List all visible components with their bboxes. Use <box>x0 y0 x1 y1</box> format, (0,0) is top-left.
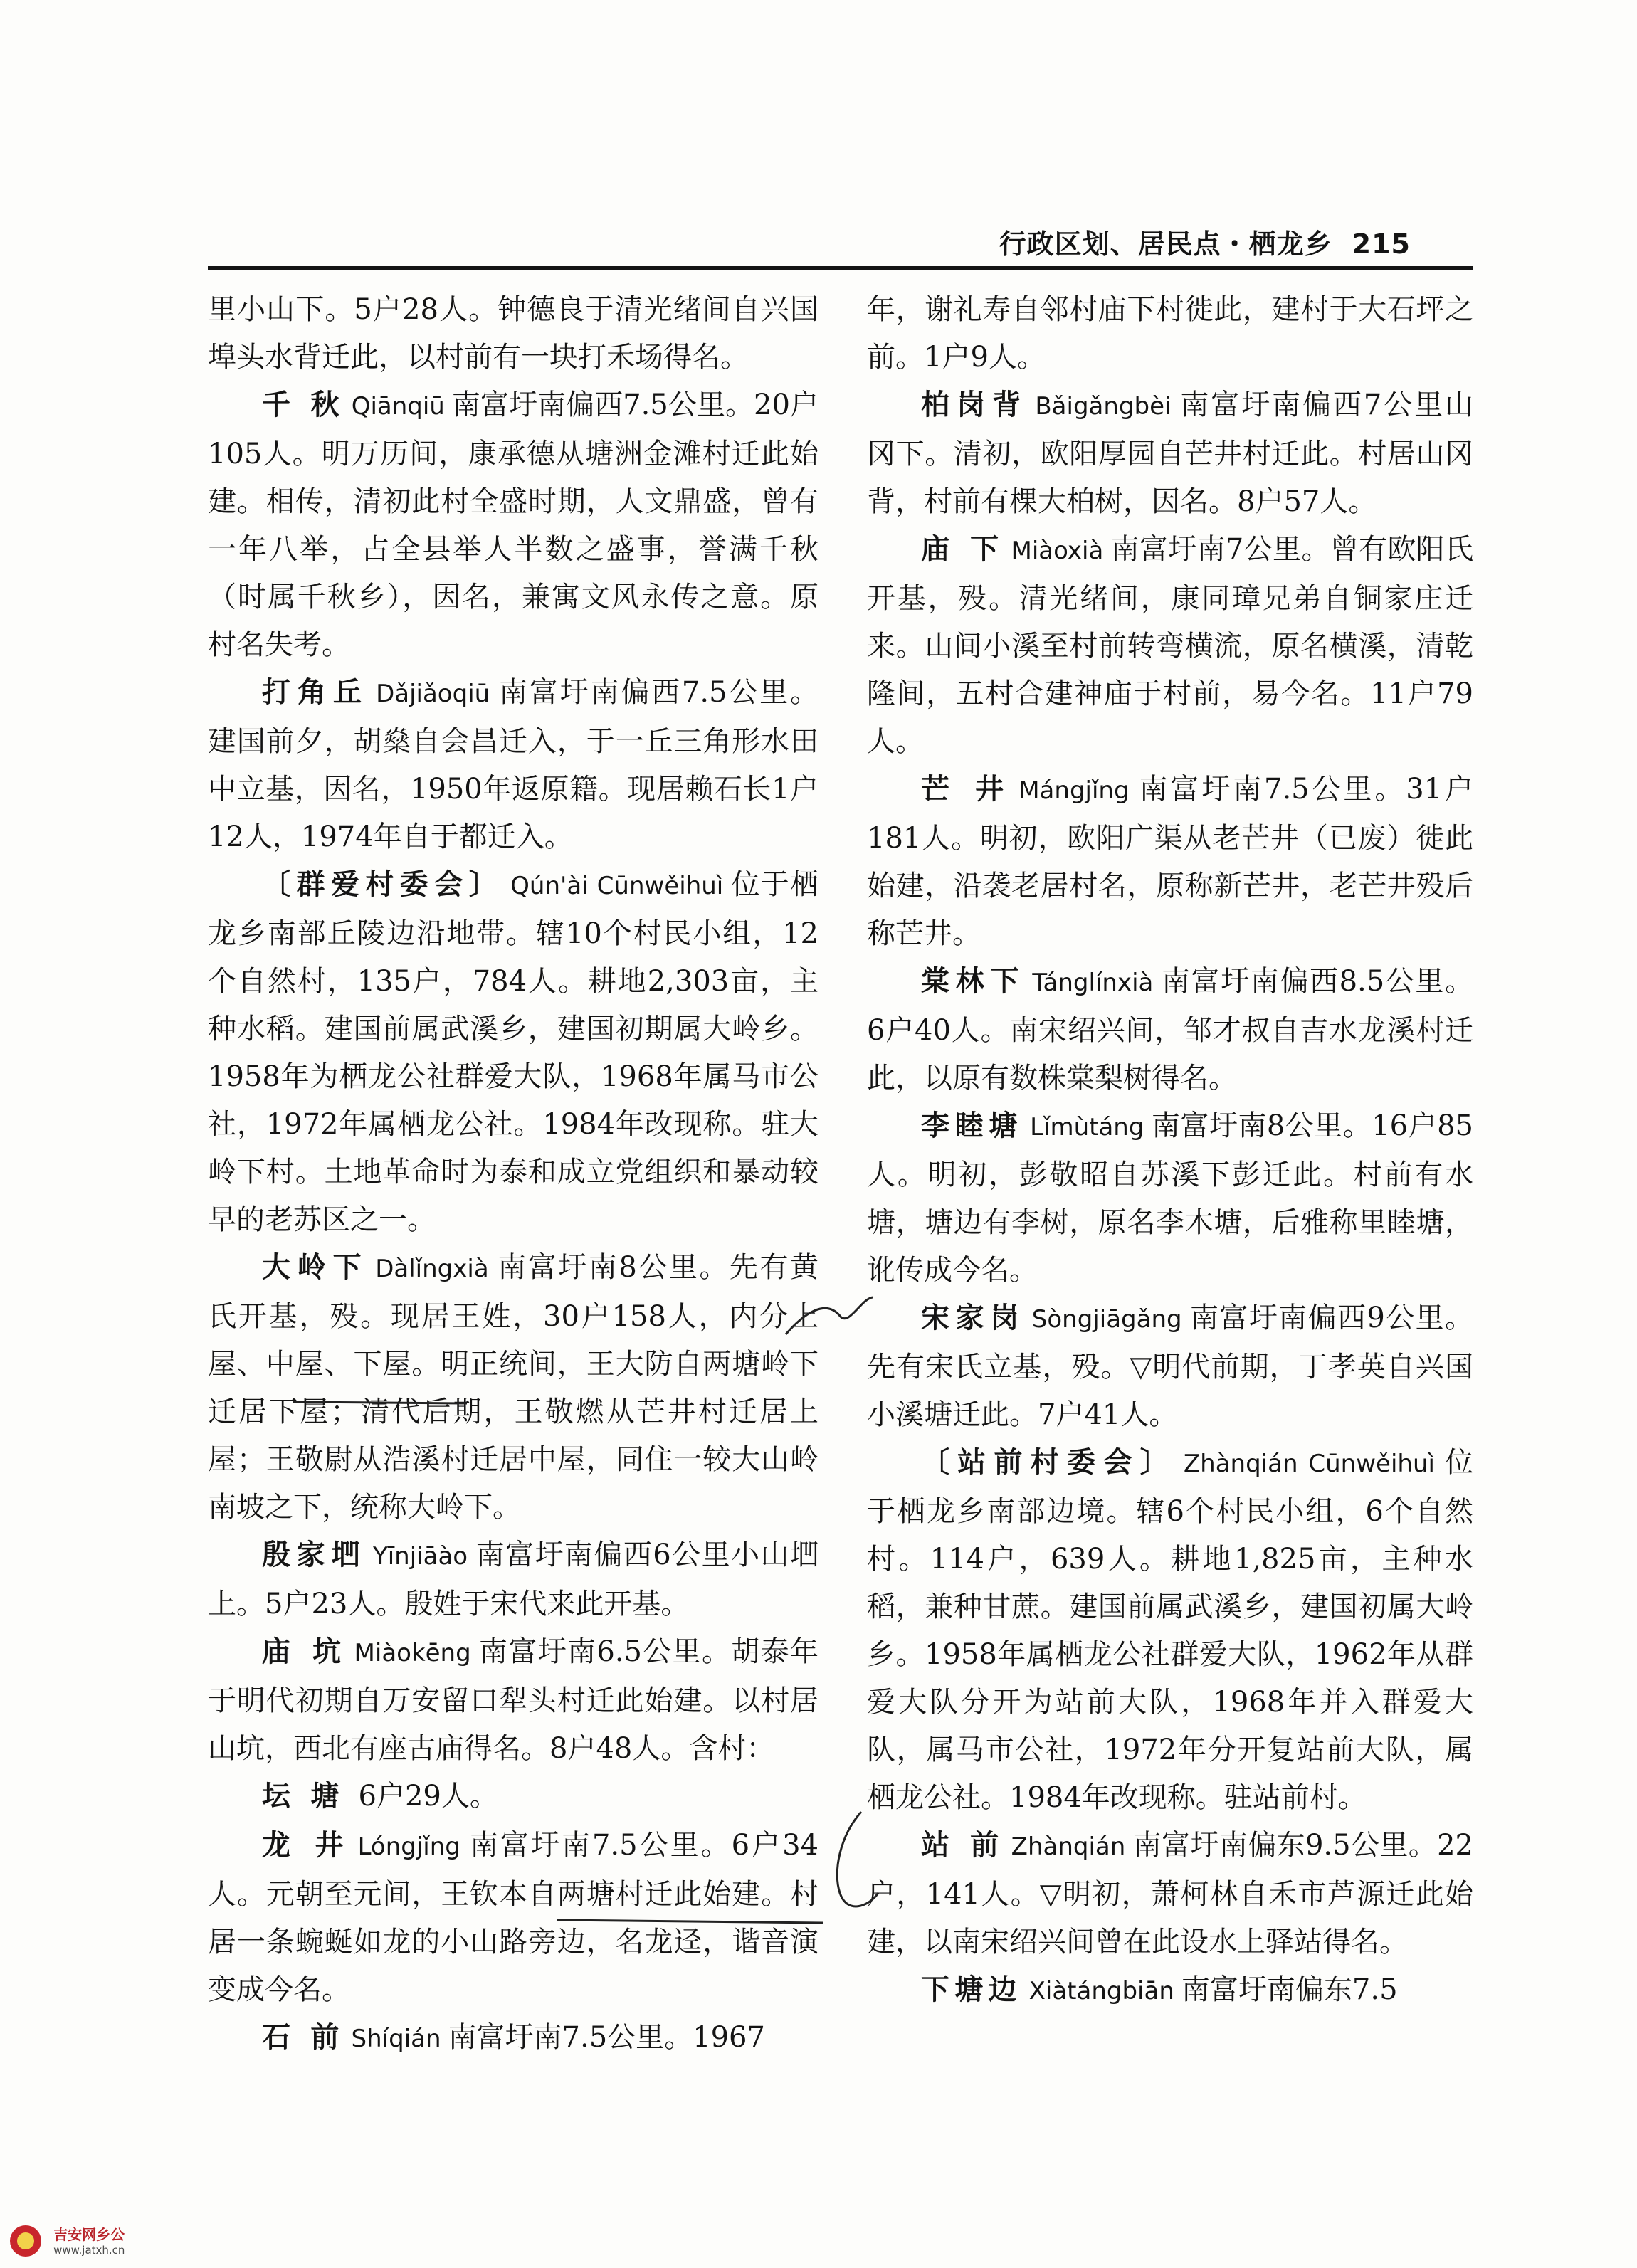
entry-text: 里小山下。5户28人。钟德良于清光绪间自兴国埠头水背迁此，以村前有一块打禾场得名。 <box>208 293 818 374</box>
entry-headword: 大岭下 <box>262 1251 369 1284</box>
place-entry <box>208 381 818 669</box>
entry-headword: 石 前 <box>262 2021 344 2054</box>
entry-pinyin: Yīnjiāào <box>372 1542 468 1571</box>
entry-text: 南富圩南偏西7公里山冈下。清初，欧阳厚园自芒井村迁此。村居山冈背，村前有棵大柏树，因名。8户57人。 <box>867 389 1474 518</box>
entry-pinyin: Sòngjiāgǎng <box>1031 1305 1182 1334</box>
place-entry <box>208 2014 818 2063</box>
left-text-column <box>208 286 818 2063</box>
page-number: 215 <box>1352 228 1411 260</box>
header-rule <box>208 266 1473 270</box>
place-entry <box>208 861 818 1244</box>
running-head-title: 行政区划、居民点・栖龙乡 <box>999 228 1332 260</box>
entry-headword: 打角丘 <box>262 676 369 709</box>
entry-text: 南富圩南偏西6公里小山垇上。5户23人。殷姓于宋代来此开基。 <box>208 1539 818 1620</box>
watermark-url: www.jatxh.cn <box>53 2243 125 2257</box>
entry-pinyin: Qiānqiū <box>351 392 445 421</box>
place-entry <box>208 1822 818 2014</box>
entry-text: 南富圩南6.5公里。胡泰年于明代初期自万安留口犁头村迁此始建。以村居山坑，西北有座古庙得名。8户48人。含村： <box>208 1635 818 1765</box>
entry-pinyin: Miàoxià <box>1011 537 1104 565</box>
place-entry <box>208 1244 818 1531</box>
right-text-column <box>867 286 1473 2015</box>
entry-text: 南富圩南7公里。曾有欧阳氏开基，殁。清光绪间，康同璋兄弟自铜家庄迁来。山间小溪至村前转弯横流，原名横溪，清乾隆间，五村合建神庙于村前，易今名。11户79人。 <box>867 533 1473 758</box>
place-entry <box>208 669 818 861</box>
entry-pinyin: Zhànqián <box>1011 1832 1126 1861</box>
entry-pinyin: Xiàtángbiān <box>1028 1977 1174 2005</box>
continued-text <box>208 286 818 381</box>
entry-text: 南富圩南偏西7.5公里。建国前夕，胡燊自会昌迁入，于一丘三角形水田中立基，因名，1950年返原籍。现居赖石长1户12人，1974年自于都迁入。 <box>208 676 818 853</box>
place-entry <box>208 1531 818 1628</box>
entry-text: 南富圩南偏西7.5公里。20户105人。明万历间，康承德从塘洲金滩村迁此始建。相传，清初此村全盛时期，人文鼎盛，曾有一年八举，占全县举人半数之盛事，誉满千秋（时属千秋乡），因名，兼寓文风永传之意。原村名失考。 <box>208 389 818 661</box>
entry-headword: 庙 坑 <box>262 1635 347 1668</box>
entry-pinyin: Lóngjǐng <box>357 1832 460 1861</box>
place-entry <box>867 1822 1473 1966</box>
place-entry <box>867 1102 1473 1294</box>
entry-pinyin: Bǎigǎngbèi <box>1035 392 1172 421</box>
entry-pinyin: Mángjǐng <box>1018 776 1130 805</box>
place-entry <box>867 958 1473 1102</box>
entry-text: 位于栖龙乡南部丘陵边沿地带。辖10个村民小组，12个自然村，135户，784人。耕地2,303亩，主种水稻。建国前属武溪乡，建国初期属大岭乡。1958年为栖龙公社群爱大队，1968年属马市公社，1972年属栖龙公社。1984年改现称。驻大岭下村。土地革命时为泰和成立党组织和暴动较早的老苏区之一。 <box>208 868 818 1236</box>
place-entry <box>867 1294 1473 1439</box>
entry-headword: 站 前 <box>921 1829 1004 1862</box>
entry-headword: 宋家岗 <box>921 1302 1025 1334</box>
site-watermark <box>6 2220 125 2259</box>
entry-text: 南富圩南偏西9公里。先有宋氏立基，殁。▽明代前期，丁孝英自兴国小溪塘迁此。7户41人。 <box>867 1302 1473 1431</box>
entry-pinyin: Zhànqián Cūnwěihuì <box>1183 1450 1435 1478</box>
entry-text: 南富圩南偏东7.5 <box>1181 1973 1398 2006</box>
entry-headword: 殷家垇 <box>262 1539 366 1571</box>
place-entry <box>867 526 1473 766</box>
entry-headword: 〔站前村委会〕 <box>921 1446 1177 1479</box>
entry-pinyin: Dǎjiǎoqiū <box>376 680 490 708</box>
entry-headword: 芒 井 <box>921 773 1012 806</box>
entry-headword: 李睦塘 <box>921 1109 1023 1142</box>
place-entry <box>867 1439 1473 1822</box>
entry-text: 南富圩南7.5公里。31户181人。明初，欧阳广渠从老芒井（已废）徙此始建，沿袭老居村名，原称新芒井，老芒井殁后称芒井。 <box>867 773 1474 950</box>
entry-headword: 龙 井 <box>262 1829 351 1862</box>
entry-headword: 庙 下 <box>921 533 1004 566</box>
entry-headword: 下塘边 <box>921 1973 1022 2006</box>
entry-pinyin: Qún'ài Cūnwěihuì <box>510 872 724 900</box>
entry-pinyin: Dàlǐngxià <box>375 1255 489 1283</box>
entry-text: 南富圩南8公里。16户85人。明初，彭敬昭自苏溪下彭迁此。村前有水塘，塘边有李树，原名李木塘，后雅称里睦塘，讹传成今名。 <box>867 1109 1473 1287</box>
entry-pinyin: Lǐmùtáng <box>1030 1113 1144 1141</box>
entry-text: 南富圩南7.5公里。6户34人。元朝至元间，王钦本自两塘村迁此始建。村居一条蜿蜒如龙的小山路旁边，名龙迳，谐音演变成今名。 <box>208 1829 818 2006</box>
entry-pinyin: Shíqián <box>351 2025 441 2053</box>
entry-text: 南富圩南偏东9.5公里。22户，141人。▽明初，萧柯林自禾市芦源迁此始建，以南宋绍兴间曾在此设水上驿站得名。 <box>867 1829 1473 1958</box>
place-entry <box>867 766 1473 958</box>
entry-text: 6户29人。 <box>358 1780 498 1813</box>
continued-text <box>867 286 1473 381</box>
running-head <box>999 222 1411 261</box>
entry-text: 南富圩南7.5公里。1967 <box>448 2021 765 2054</box>
entry-headword: 棠林下 <box>921 965 1026 998</box>
entry-headword: 坛 塘 <box>262 1780 344 1813</box>
place-entry <box>867 381 1473 526</box>
entry-text: 南富圩南偏西8.5公里。6户40人。南宋绍兴间，邹才叔自吉水龙溪村迁此，以原有数株棠梨树得名。 <box>867 965 1473 1095</box>
entry-text: 年，谢礼寿自邻村庙下村徙此，建村于大石坪之前。1户9人。 <box>867 293 1473 374</box>
entry-headword: 〔群爱村委会〕 <box>262 868 504 901</box>
place-entry <box>867 1966 1473 2015</box>
entry-headword: 柏岗背 <box>921 389 1028 421</box>
entry-headword: 千 秋 <box>262 389 344 421</box>
watermark-name: 吉安网乡公 <box>53 2225 125 2243</box>
entry-pinyin: Tánglínxià <box>1032 969 1154 997</box>
entry-pinyin: Miàokēng <box>354 1639 471 1667</box>
place-entry <box>208 1628 818 1773</box>
entry-text: 南富圩南8公里。先有黄氏开基，殁。现居王姓，30户158人，内分上屋、中屋、下屋。明正统间，王大防自两塘岭下迁居下屋；清代后期，王敬燃从芒井村迁居上屋；王敬尉从浩溪村迁居中屋，同住一较大山岭南坡之下，统称大岭下。 <box>208 1251 819 1524</box>
red-seal-icon <box>6 2220 46 2259</box>
entry-text: 位于栖龙乡南部边境。辖6个村民小组，6个自然村。114户，639人。耕地1,825亩，主种水稻，兼种甘蔗。建国前属武溪乡，建国初属大岭乡。1958年属栖龙公社群爱大队，1962年从群爱大队分开为站前大队，1968年并入群爱大队，属马市公社，1972年分开复站前大队，属栖龙公社。1984年改现称。驻站前村。 <box>867 1446 1474 1814</box>
place-entry <box>208 1773 818 1822</box>
